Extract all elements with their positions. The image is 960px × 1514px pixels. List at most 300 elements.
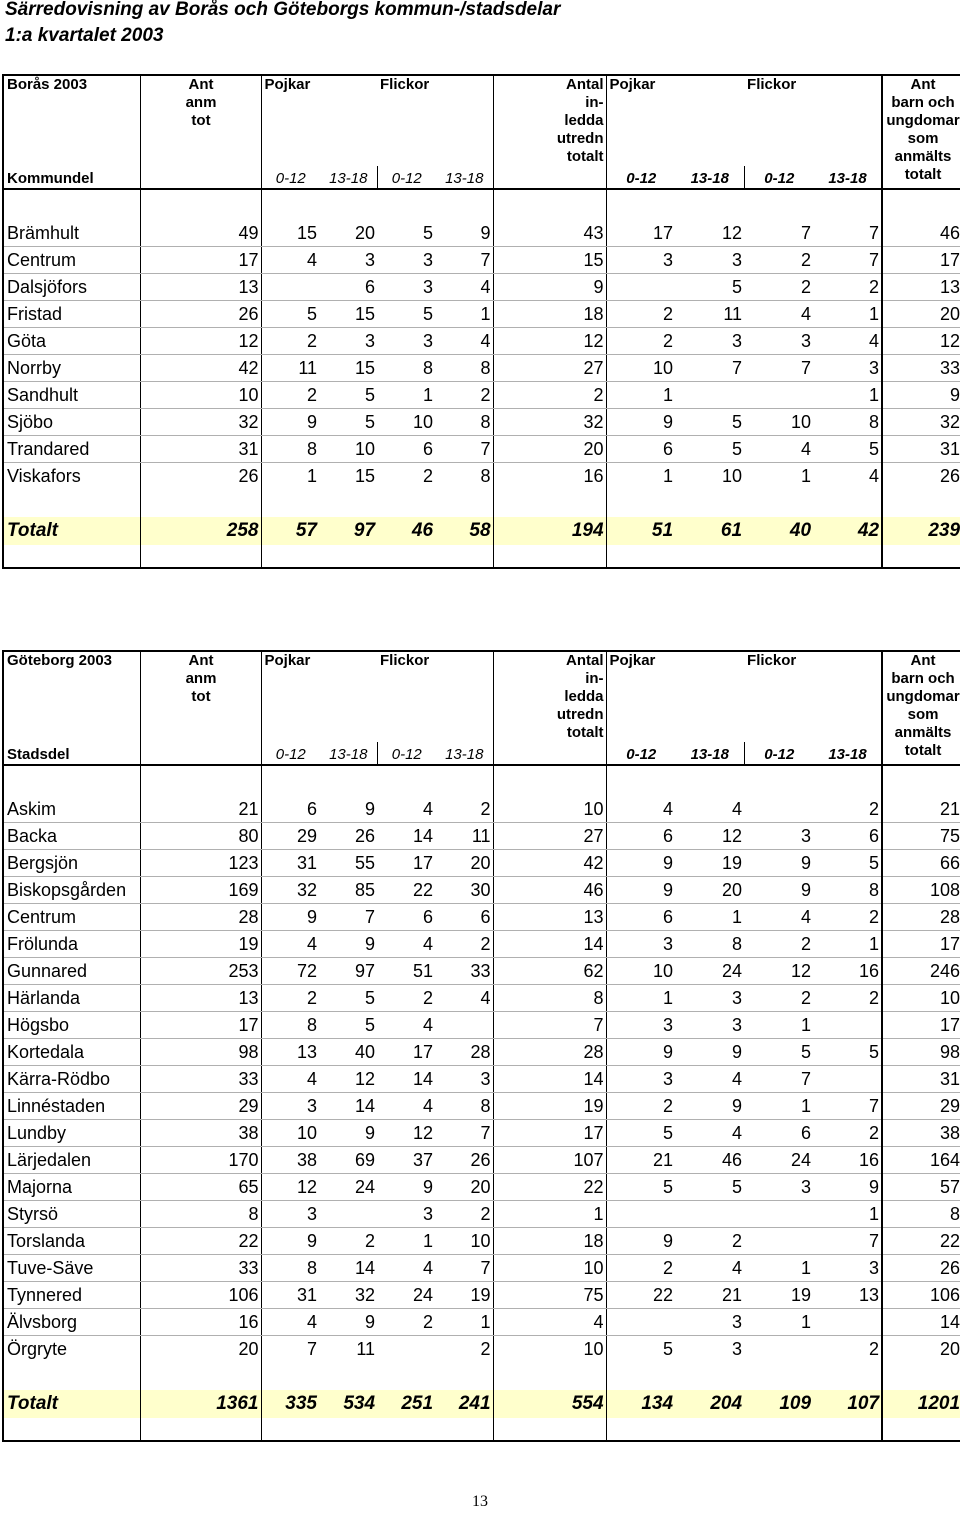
table-cell [744, 1201, 813, 1228]
table-cell: 3 [606, 1012, 675, 1039]
table-cell: 5 [675, 409, 744, 436]
table-cell: 8 [377, 355, 435, 382]
table-row [3, 1282, 960, 1309]
table-cell: 2 [377, 1309, 435, 1336]
table-cell: 15 [493, 247, 606, 274]
empty-cell [882, 545, 960, 568]
table-cell: 12 [319, 1066, 377, 1093]
table-cell: 46 [882, 220, 960, 247]
table-cell: 13 [140, 274, 261, 301]
table-cell: 5 [813, 850, 882, 877]
table-cell: 2 [435, 796, 493, 823]
col-flickor [377, 75, 493, 166]
empty-cell [493, 189, 606, 220]
table-cell: 8 [882, 1201, 960, 1228]
table-cell: 11 [675, 301, 744, 328]
table-cell: 22 [882, 1228, 960, 1255]
empty-cell [377, 765, 435, 796]
spacer-row [3, 765, 960, 796]
table-cell: 9 [261, 904, 319, 931]
table-cell: 5 [377, 220, 435, 247]
table-cell: 46 [493, 877, 606, 904]
table-cell: 4 [493, 1309, 606, 1336]
age-label: 0-12 [377, 742, 435, 765]
table-cell: 9 [813, 1174, 882, 1201]
age-label: 13-18 [319, 742, 377, 765]
empty-cell [3, 489, 140, 517]
empty-cell [377, 1418, 435, 1441]
table-cell: 5 [675, 274, 744, 301]
table-row [3, 1201, 960, 1228]
empty-cell [675, 1418, 744, 1441]
col-antal-utredn-line: Antal [566, 652, 604, 669]
table-cell: 2 [869, 1339, 880, 1359]
table-cell: 31 [261, 1282, 319, 1309]
table-cell: 1 [606, 985, 675, 1012]
table-cell: 33 [435, 958, 493, 985]
table-cell: 7 [261, 1336, 319, 1363]
row-label: Örgryte [7, 1339, 68, 1359]
table-cell: 1 [801, 466, 812, 486]
col-pojkar-line: Pojkar [264, 76, 311, 93]
table-cell: 28 [882, 904, 960, 931]
table-cell: 38 [882, 1120, 960, 1147]
table-cell: 3 [813, 355, 882, 382]
row-label: Bergsjön [3, 850, 140, 877]
row-label: Frölunda [3, 931, 140, 958]
table-cell: 14 [319, 1255, 377, 1282]
table-cell: 15 [319, 355, 377, 382]
col-antal-utredn [493, 651, 606, 742]
table-cell: 9 [882, 382, 960, 409]
table-cell: 106 [140, 1282, 261, 1309]
table-row [3, 985, 960, 1012]
age-label: 13-18 [675, 742, 744, 765]
table-cell: 107 [493, 1147, 606, 1174]
empty-cell [261, 1418, 319, 1441]
age-label: 0-12 [744, 166, 813, 189]
table-cell [675, 382, 744, 409]
table-cell: 11 [261, 355, 319, 382]
table-cell: 123 [140, 850, 261, 877]
row-label: Brämhult [3, 220, 140, 247]
table-cell: 20 [435, 850, 493, 877]
empty-cell [377, 545, 435, 568]
table-cell: 10 [435, 1228, 493, 1255]
table-cell: 51 [377, 958, 435, 985]
table-cell: 3 [675, 985, 744, 1012]
table-cell: 106 [882, 1282, 960, 1309]
table-row [3, 436, 960, 463]
empty-cell [744, 489, 813, 517]
table-cell: 16 [493, 463, 606, 490]
table-cell: 3 [675, 247, 744, 274]
table-cell: 8 [493, 985, 606, 1012]
report-table [2, 650, 960, 1442]
col-flickor-utredn-line: Flickor [747, 76, 797, 93]
table-cell: 22 [140, 1228, 261, 1255]
total-cell: 335 [261, 1390, 319, 1418]
table-cell: 3 [675, 328, 744, 355]
table-cell: 3 [377, 247, 435, 274]
table-cell: 6 [319, 274, 377, 301]
table-cell: 38 [261, 1147, 319, 1174]
row-label: Älvsborg [3, 1309, 140, 1336]
table-cell [261, 274, 319, 301]
table-cell: 2 [423, 466, 434, 486]
table-row [3, 1012, 960, 1039]
table-cell: 15 [261, 220, 319, 247]
total-cell: 42 [813, 517, 882, 545]
table-cell: 24 [319, 1174, 377, 1201]
table-row [3, 247, 960, 274]
table-cell: 1 [813, 931, 882, 958]
row-label: Biskopsgården [3, 877, 140, 904]
table-cell: 1 [377, 1228, 435, 1255]
empty-cell [261, 545, 319, 568]
table-cell: 26 [882, 463, 960, 490]
total-cell: 194 [493, 517, 606, 545]
empty-cell [319, 1362, 377, 1390]
table-cell: 3 [744, 1174, 813, 1201]
total-cell: 40 [744, 517, 813, 545]
table-cell: 8 [435, 1093, 493, 1120]
empty-cell [744, 1418, 813, 1441]
table-cell: 21 [606, 1147, 675, 1174]
table-cell: 5 [319, 1012, 377, 1039]
table-cell: 1 [744, 1093, 813, 1120]
empty-cell [3, 765, 140, 796]
col-ant-barn-line: totalt [904, 166, 942, 183]
table-cell: 24 [377, 1282, 435, 1309]
table-cell: 8 [435, 409, 493, 436]
total-cell: 97 [319, 517, 377, 545]
table-cell: 4 [377, 796, 435, 823]
table-cell [744, 382, 813, 409]
table-cell: 6 [606, 436, 675, 463]
empty-cell [744, 189, 813, 220]
row-label: Kärra-Rödbo [3, 1066, 140, 1093]
table-cell: 21 [675, 1282, 744, 1309]
table-cell: 5 [606, 1120, 675, 1147]
table-row [3, 1147, 960, 1174]
table-cell [319, 1201, 377, 1228]
table-cell: 4 [675, 1066, 744, 1093]
empty-cell [675, 189, 744, 220]
table-cell: 6 [744, 1120, 813, 1147]
table-cell: 3 [606, 1066, 675, 1093]
age-label: 0-12 [606, 166, 675, 189]
table-cell: 4 [261, 931, 319, 958]
table-cell: 1 [813, 382, 882, 409]
age-label: 0-12 [744, 742, 813, 765]
table-cell: 42 [140, 355, 261, 382]
empty-cell [261, 189, 319, 220]
empty-cell [813, 545, 882, 568]
table-cell: 9 [261, 1228, 319, 1255]
table-cell: 4 [435, 985, 493, 1012]
row-label: Norrby [3, 355, 140, 382]
table-heading [3, 651, 140, 742]
table-cell: 32 [882, 409, 960, 436]
total-row [3, 517, 960, 545]
age-label: 0-12 [261, 742, 319, 765]
empty-cell [435, 765, 493, 796]
col-pojkar-utredn [606, 75, 744, 166]
table-cell: 170 [140, 1147, 261, 1174]
table-cell: 9 [493, 274, 606, 301]
table-cell: 9 [744, 877, 813, 904]
col-antal-utredn [493, 75, 606, 166]
col-flickor-utredn [744, 75, 882, 166]
table-cell: 3 [435, 1066, 493, 1093]
table-cell: 4 [377, 931, 435, 958]
table-cell: 75 [882, 823, 960, 850]
table-cell: 12 [377, 1120, 435, 1147]
table-cell: 17 [882, 247, 960, 274]
table-cell: 7 [319, 904, 377, 931]
row-label: Lundby [3, 1120, 140, 1147]
table-cell: 20 [493, 436, 606, 463]
table-cell: 8 [261, 1255, 319, 1282]
total-label: Totalt [3, 1390, 140, 1418]
table-cell: 22 [377, 877, 435, 904]
table-cell: 33 [140, 1255, 261, 1282]
col-antal-utredn-line: utredn [556, 130, 604, 147]
table-cell: 28 [435, 1039, 493, 1066]
age-label: 13-18 [435, 166, 493, 189]
table-row [3, 382, 960, 409]
table-cell: 14 [493, 931, 606, 958]
col-pojkar-utredn [606, 651, 744, 742]
table-cell: 17 [140, 1012, 261, 1039]
table-cell: 65 [140, 1174, 261, 1201]
total-cell: 51 [606, 517, 675, 545]
table-cell: 55 [319, 850, 377, 877]
table-cell: 28 [493, 1039, 606, 1066]
table-cell: 2 [435, 931, 493, 958]
table-row [3, 1309, 960, 1336]
empty-cell [140, 489, 261, 517]
col-flickor-utredn-line: Flickor [747, 652, 797, 669]
col-pojkar-line: Pojkar [264, 652, 311, 669]
table-cell: 9 [261, 409, 319, 436]
empty-cell [813, 1362, 882, 1390]
table-row [3, 1120, 960, 1147]
total-cell: 61 [675, 517, 744, 545]
table-cell: 2 [261, 382, 319, 409]
col-ant-anm-tot-line: Ant [188, 76, 214, 93]
table-cell: 27 [493, 823, 606, 850]
report-table [2, 74, 960, 569]
table-cell: 5 [675, 436, 744, 463]
total-cell: 134 [606, 1390, 675, 1418]
table-row [3, 1228, 960, 1255]
empty-cell [377, 489, 435, 517]
col-ant-barn [882, 75, 960, 189]
table-cell: 12 [882, 328, 960, 355]
empty-cell [435, 189, 493, 220]
table-cell: 20 [675, 877, 744, 904]
empty-cell [744, 765, 813, 796]
table-cell: 5 [319, 382, 377, 409]
age-label: 0-12 [261, 166, 319, 189]
empty-cell [675, 765, 744, 796]
col-ant-barn-line: anmälts [894, 148, 952, 165]
table-cell: 31 [882, 436, 960, 463]
table-cell: 21 [140, 796, 261, 823]
table-cell: 9 [377, 1174, 435, 1201]
table-cell: 2 [606, 328, 675, 355]
table-cell: 8 [435, 355, 493, 382]
col-ant-barn-line: som [907, 130, 939, 147]
total-cell: 107 [813, 1390, 882, 1418]
table-row [3, 1336, 960, 1363]
empty-cell [675, 1362, 744, 1390]
table-cell: 5 [813, 1039, 882, 1066]
table-cell: 3 [675, 1012, 744, 1039]
table-cell: 12 [744, 958, 813, 985]
table-cell: 9 [606, 877, 675, 904]
table-cell: 2 [606, 1093, 675, 1120]
table-cell: 19 [744, 1282, 813, 1309]
table-cell: 169 [140, 877, 261, 904]
table-cell: 7 [744, 355, 813, 382]
empty-cell [140, 1362, 261, 1390]
table-cell: 9 [744, 850, 813, 877]
table-cell: 31 [882, 1066, 960, 1093]
table-cell: 12 [675, 220, 744, 247]
table-cell: 4 [261, 1309, 319, 1336]
total-label: Totalt [3, 517, 140, 545]
row-label: Sandhult [3, 382, 140, 409]
table-cell: 1 [606, 382, 675, 409]
col-ant-anm-tot-line: tot [191, 688, 211, 705]
table-cell: 253 [140, 958, 261, 985]
table-cell: 62 [493, 958, 606, 985]
total-cell: 46 [377, 517, 435, 545]
table-cell: 4 [744, 436, 813, 463]
table-cell: 98 [140, 1039, 261, 1066]
table-cell: 7 [813, 247, 882, 274]
table-row [3, 274, 960, 301]
table-cell: 9 [606, 1228, 675, 1255]
table-cell: 6 [435, 904, 493, 931]
empty-cell [493, 545, 606, 568]
spacer-row [3, 489, 960, 517]
table-cell: 13 [261, 1039, 319, 1066]
spacer-row [3, 189, 960, 220]
col-antal-utredn-line: utredn [556, 706, 604, 723]
total-cell: 57 [261, 517, 319, 545]
table-cell [606, 1201, 675, 1228]
row-label: Lärjedalen [3, 1147, 140, 1174]
table-cell: 19 [493, 1093, 606, 1120]
table-cell: 66 [882, 850, 960, 877]
row-label: Göta [3, 328, 140, 355]
empty-cell [140, 166, 261, 189]
col-ant-barn-line: Ant [910, 652, 936, 669]
table-cell: 16 [813, 958, 882, 985]
table-cell: 5 [675, 1174, 744, 1201]
table-cell: 3 [813, 1255, 882, 1282]
table-cell: 3 [261, 1093, 319, 1120]
table-cell: 2 [813, 274, 882, 301]
table-cell: 29 [140, 1093, 261, 1120]
table-cell: 2 [261, 328, 319, 355]
table-cell: 2 [813, 985, 882, 1012]
row-label: Dalsjöfors [3, 274, 140, 301]
table-cell: 18 [493, 1228, 606, 1255]
table-cell: 4 [744, 904, 813, 931]
table-cell: 2 [435, 1201, 493, 1228]
total-cell: 554 [493, 1390, 606, 1418]
table-cell: 8 [140, 1201, 261, 1228]
table-cell: 9 [319, 1309, 377, 1336]
spacer-row [3, 1418, 960, 1441]
empty-cell [140, 545, 261, 568]
spacer-row [3, 545, 960, 568]
empty-cell [493, 1362, 606, 1390]
empty-cell [493, 742, 606, 765]
table-cell: 72 [261, 958, 319, 985]
table-cell: 17 [606, 220, 675, 247]
table-cell [813, 1309, 882, 1336]
table-heading-line: Göteborg 2003 [7, 652, 113, 669]
age-label: 0-12 [606, 742, 675, 765]
spacer-row [3, 1362, 960, 1390]
table-cell: 17 [493, 1120, 606, 1147]
table-cell: 22 [606, 1282, 675, 1309]
table-cell: 3 [377, 328, 435, 355]
table-cell: 49 [140, 220, 261, 247]
table-cell: 46 [675, 1147, 744, 1174]
table-cell: 164 [882, 1147, 960, 1174]
table-cell: 8 [261, 436, 319, 463]
table-cell: 24 [675, 958, 744, 985]
col-antal-utredn-line: ledda [564, 112, 604, 129]
total-row [3, 1390, 960, 1418]
table-cell: 1 [261, 463, 319, 490]
row-label: Trandared [3, 436, 140, 463]
table-cell: 9 [675, 1039, 744, 1066]
table-cell: 26 [882, 1255, 960, 1282]
age-header-row [3, 742, 960, 765]
col-ant-anm-tot-line: Ant [188, 652, 214, 669]
table-cell: 3 [377, 274, 435, 301]
table-cell: 1 [675, 904, 744, 931]
table-cell: 13 [813, 1282, 882, 1309]
table-row [3, 1093, 960, 1120]
table-row [3, 931, 960, 958]
age-label: 13-18 [675, 166, 744, 189]
table-cell: 4 [377, 1255, 435, 1282]
empty-cell [261, 765, 319, 796]
page-number: 13 [472, 1493, 488, 1510]
empty-cell [493, 1418, 606, 1441]
table-cell: 13 [493, 904, 606, 931]
age-label: 0-12 [377, 166, 435, 189]
table-cell: 7 [744, 220, 813, 247]
table-cell: 2 [606, 301, 675, 328]
table-cell: 12 [675, 823, 744, 850]
empty-cell [493, 166, 606, 189]
empty-cell [140, 742, 261, 765]
table-cell: 42 [493, 850, 606, 877]
table-cell: 20 [435, 1174, 493, 1201]
table-cell: 17 [882, 931, 960, 958]
table-cell: 7 [435, 1120, 493, 1147]
